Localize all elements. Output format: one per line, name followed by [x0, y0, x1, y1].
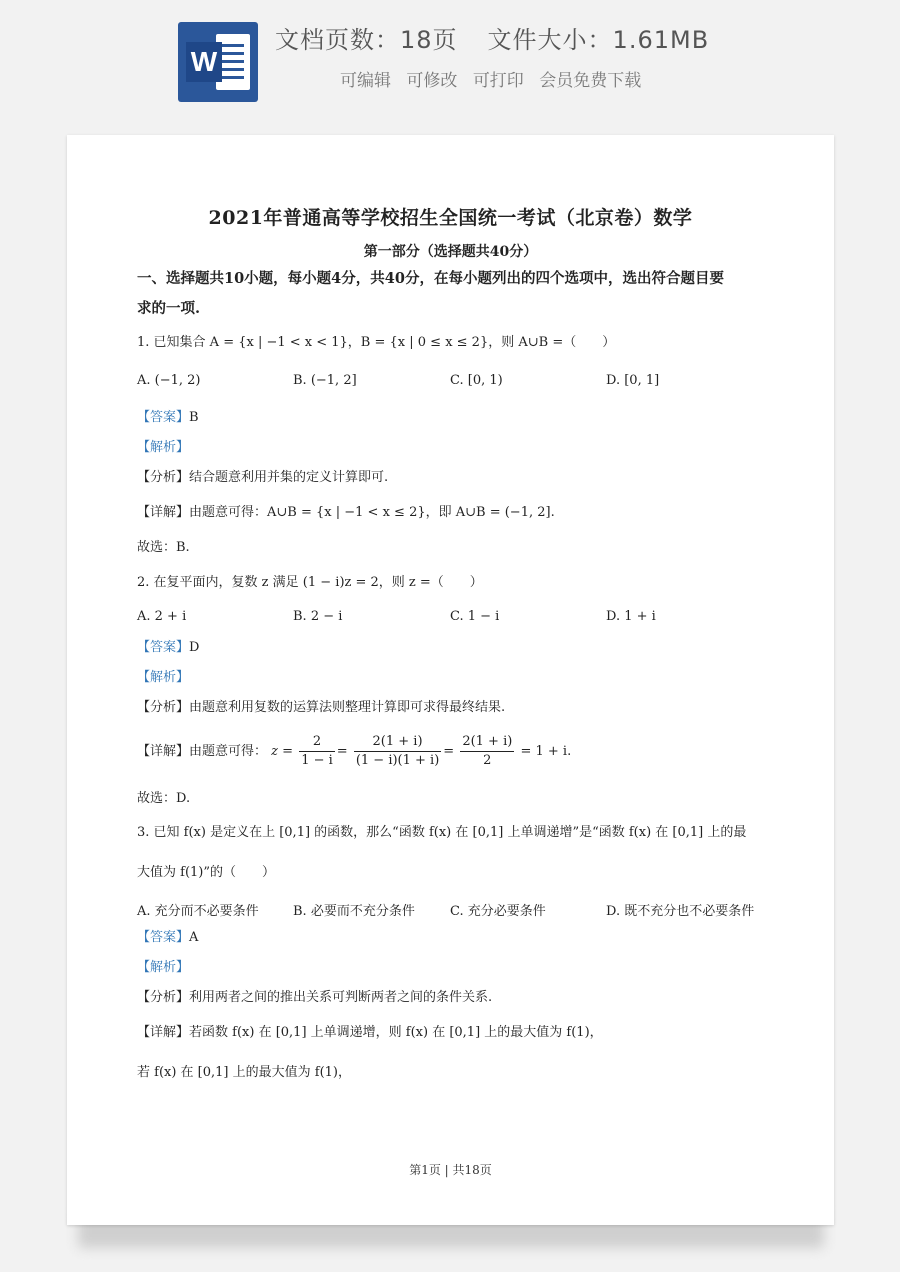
- fraction-3: $\frac{2(1 + i)}{2}$: [462, 734, 513, 768]
- q1-option-b: B. (−1, 2]: [293, 373, 357, 388]
- xiangjie-tag: 【详解】: [137, 1025, 190, 1040]
- banner-title: [275, 20, 709, 55]
- q3-answer-value: A: [189, 930, 199, 945]
- xiangjie-tag: 【详解】: [137, 744, 190, 759]
- word-logo-letter: W: [186, 42, 222, 82]
- q2-answer-value: D: [189, 640, 200, 655]
- q2-stem: 2. 在复平面内，复数 z 满足 (1 − i)z = 2，则 z =（ ）: [137, 575, 483, 590]
- q3-xiangjie: 【详解】若函数 f(x) 在 [0,1] 上单调递增，则 f(x) 在 [0,1] 上的最大值为 f(1)，: [137, 1025, 603, 1040]
- q1-stem: 1. 已知集合 A = {x | −1 < x < 1}，B = {x | 0 ≤ x ≤ 2}，则 A∪B =（ ）: [137, 335, 616, 350]
- q2-option-d: D. 1 + i: [606, 609, 656, 624]
- q2-xiangjie: 【详解】由题意可得： z = $\frac{2}{1 - i}$ = $\frac{2(1 + i)}{(1 - i)(1 + i)}$ = $\frac{2(1 + i)}{2}$ = 1 + i.: [137, 734, 572, 768]
- q1-answer: [137, 408, 199, 428]
- q3-stem-line2: 大值为 f(1)”的（ ）: [137, 865, 276, 880]
- q2-fenxi: 【分析】由题意利用复数的运算法则整理计算即可求得最终结果.: [137, 700, 506, 715]
- q3-stem-line1: 3. 已知 f(x) 是定义在上 [0,1] 的函数，那么“函数 f(x) 在 [0,1] 上单调递增”是“函数 f(x) 在 [0,1] 上的最: [137, 825, 747, 840]
- fenxi-tag: 【分析】: [137, 990, 190, 1005]
- q2-option-c: C. 1 − i: [450, 609, 500, 624]
- section-instructions-line2: 求的一项.: [137, 300, 201, 317]
- xiangjie-tag: 【详解】: [137, 505, 190, 520]
- q1-analysis-tag: 【解析】: [137, 440, 190, 455]
- q3-option-d: D. 既不充分也不必要条件: [606, 904, 755, 919]
- page-footer: 第1页 | 共18页: [409, 1163, 492, 1177]
- feature-list: [340, 66, 651, 91]
- q3-option-c: C. 充分必要条件: [450, 904, 546, 919]
- feature-printable: 可打印: [472, 71, 524, 91]
- part-heading: 第一部分（选择题共40分）: [363, 244, 538, 260]
- q3-answer: [137, 928, 198, 948]
- q3-xiangjie-line2: 若 f(x) 在 [0,1] 上的最大值为 f(1)，: [137, 1065, 351, 1080]
- q3-option-b: B. 必要而不充分条件: [293, 904, 415, 919]
- q1-option-d: D. [0, 1]: [606, 373, 660, 388]
- answer-tag: 【答案】: [137, 410, 190, 425]
- equation-lhs: z =: [271, 744, 294, 759]
- q1-xiangjie: 【详解】由题意可得：A∪B = {x | −1 < x ≤ 2}，即 A∪B = (−1, 2].: [137, 505, 555, 520]
- q1-choice: 故选：B.: [137, 540, 190, 555]
- download-banner: [0, 0, 900, 120]
- fraction-2: $\frac{2(1 + i)}{(1 - i)(1 + i)}$: [355, 734, 440, 768]
- q1-answer-value: B: [189, 410, 199, 425]
- q3-analysis-tag: 【解析】: [137, 960, 190, 975]
- fenxi-tag: 【分析】: [137, 470, 190, 485]
- fenxi-tag: 【分析】: [137, 700, 190, 715]
- answer-tag: 【答案】: [137, 640, 190, 655]
- equation-result: = 1 + i.: [520, 744, 572, 759]
- answer-tag: 【答案】: [137, 930, 190, 945]
- q2-option-b: B. 2 − i: [293, 609, 343, 624]
- document-page: [67, 135, 834, 1225]
- q2-analysis-tag: 【解析】: [137, 670, 190, 685]
- q3-fenxi: 【分析】利用两者之间的推出关系可判断两者之间的条件关系.: [137, 990, 493, 1005]
- section-instructions-line1: 一、选择题共10小题，每小题4分，共40分，在每小题列出的四个选项中，选出符合题目要: [137, 270, 724, 287]
- q2-choice: 故选：D.: [137, 791, 191, 806]
- q1-fenxi: 【分析】结合题意利用并集的定义计算即可.: [137, 470, 389, 485]
- q1-option-c: C. [0, 1): [450, 373, 503, 388]
- q1-option-a: A. (−1, 2): [137, 373, 201, 388]
- q2-option-a: A. 2 + i: [137, 609, 187, 624]
- page-count-label: 文档页数：18页: [275, 26, 458, 54]
- feature-modifiable: 可修改: [406, 71, 458, 91]
- q2-answer: [137, 638, 199, 658]
- exam-title: 2021年普通高等学校招生全国统一考试（北京卷）数学: [208, 207, 693, 229]
- file-size-label: 文件大小：1.61MB: [487, 26, 710, 54]
- q3-option-a: A. 充分而不必要条件: [137, 904, 259, 919]
- fraction-1: $\frac{2}{1 - i}$: [301, 734, 333, 768]
- word-document-icon: [178, 22, 258, 102]
- feature-editable: 可编辑: [340, 71, 391, 91]
- feature-member-free: 会员免费下载: [539, 71, 642, 91]
